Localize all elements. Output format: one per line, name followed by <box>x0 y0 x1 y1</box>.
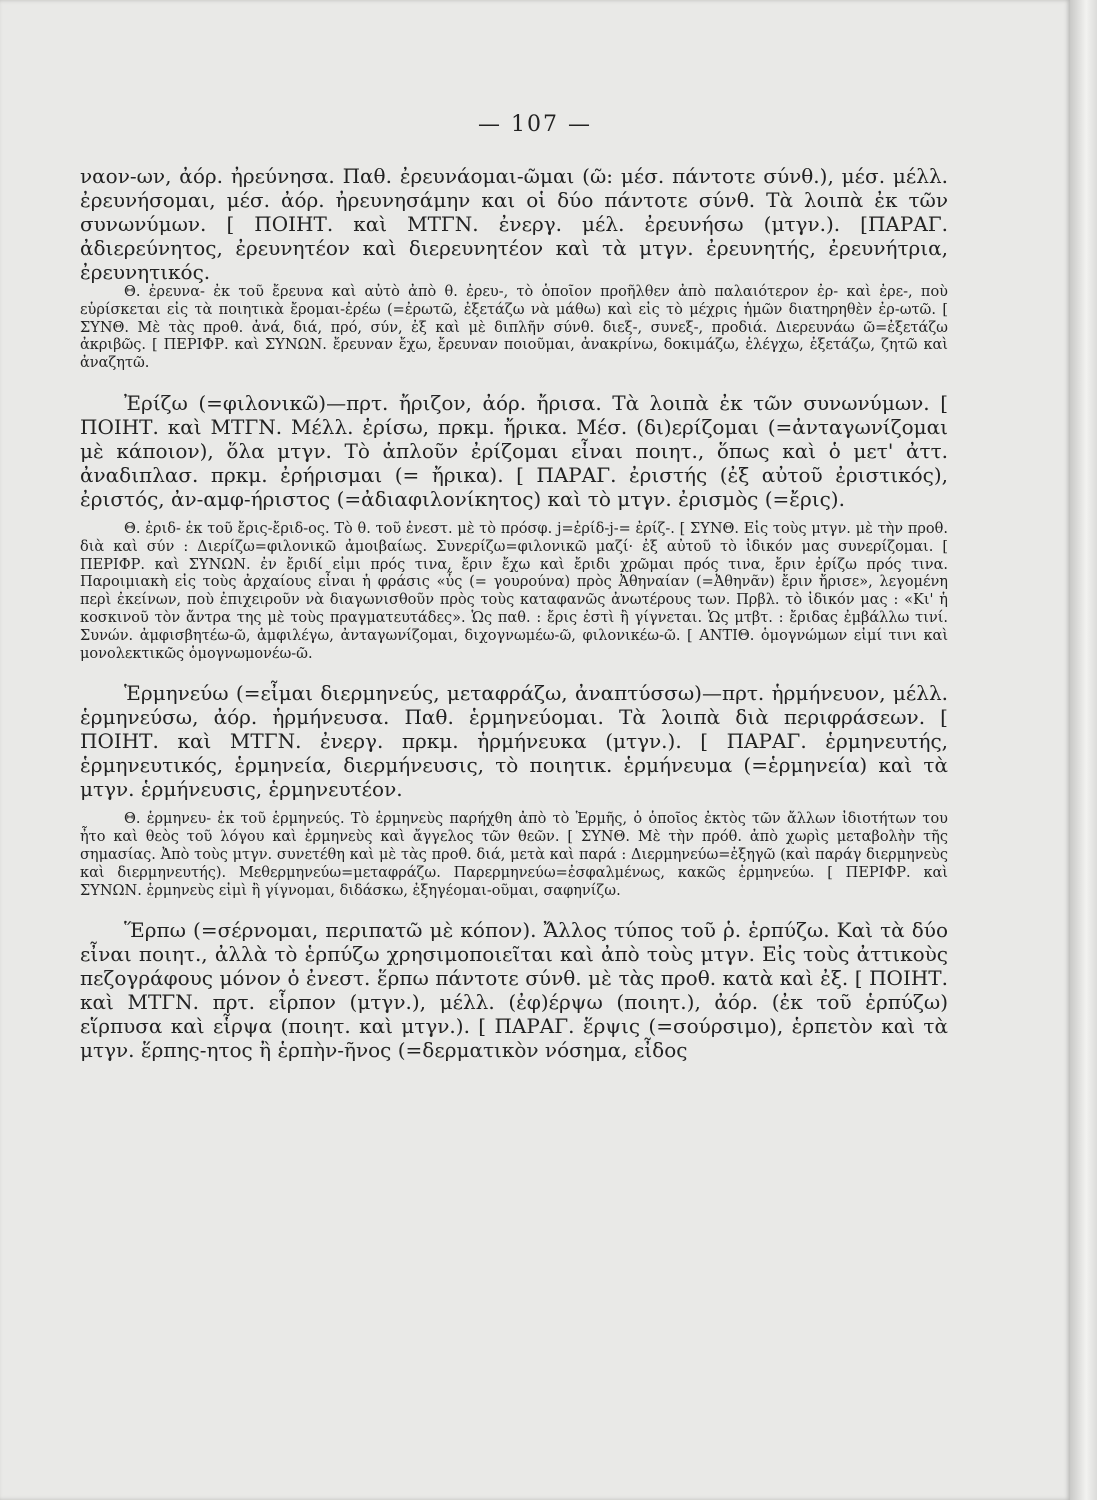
entry-erizo: Ἐρίζω (=φιλονικῶ)—πρτ. ἤριζον, ἀόρ. ἤρισα. Τὰ λοιπὰ ἐκ τῶν συνωνύμων. [ ΠΟΙΗΤ. καὶ ΜΤΓΝ. Μέλλ. ἐρίσω, πρκμ. ἤρικα. Μέσ. (δι)ερίζομαι (=ἀνταγωνίζομαι μὲ κάποιον), ὅλα μτγν. Τὸ ἁπλοῦν ἐρίζομαι εἶναι ποιητ., ὅπως καὶ ὁ μετ' ἀττ. ἀναδιπλασ. πρκμ. ἐρήρισμαι (= ἤρικα). [ ΠΑΡΑΓ. ἐριστής (ἐξ αὐτοῦ ἐριστικός), ἐριστός, ἀν-αμφ-ήριστος (=ἀδιαφιλονίκητος) καὶ τὸ μτγν. ἐρισμὸς (=ἔρις). <box>80 390 948 511</box>
entry-erizo-etymology: Θ. ἐριδ- ἐκ τοῦ ἔρις-ἔριδ-ος. Τὸ θ. τοῦ ἐνεστ. μὲ τὸ πρόσφ. j=ἐρίδ-j-= ἐρίζ-. [ ΣΥΝΘ. Εἰς τοὺς μτγν. μὲ τὴν προθ. διὰ καὶ σύν : Διερίζω=φιλονικῶ ἀμοιβαίως. Συνερίζω=φιλονικῶ μαζί· ἐξ αὐτοῦ τὸ ἰδικόν μας συνερίζομαι. [ ΠΕΡΙΦΡ. καὶ ΣΥΝΩΝ. ἐν ἔριδί εἰμι πρός τινα, ἔριν ἔχω καὶ ἔριδι χρῶμαι πρός τινα, ἔριν ἐρίζω πρός τινα. Παροιμιακὴ εἰς τοὺς ἀρχαίους εἶναι ἡ φράσις «ὗς (= γουρούνα) πρὸς Ἀθηναίαν (=Ἀθηνᾶν) ἔριν ἤρισε», λεγομένη περὶ ἐκείνων, ποὺ ἐπιχειροῦν νὰ διαγωνισθοῦν πρὸς τοὺς καταφανῶς ἀνωτέρους των. Πρβλ. τὸ ἰδικόν μας : «Κι' ἡ κοσκινοῦ τὸν ἄντρα της μὲ τοὺς πραγματευτάδες». Ὡς παθ. : ἔρις ἐστὶ ἢ γίγνεται. Ὡς μτβτ. : ἔριδας ἐμβάλλω τινί. Συνών. ἀμφισβητέω-ῶ, ἀμφιλέγω, ἀνταγωνίζομαι, διχογνωμέω-ῶ, φιλονικέω-ῶ. [ ΑΝΤΙΘ. ὁμογνώμων εἰμί τινι καὶ μονολεκτικῶς ὁμογνωμονέω-ῶ. <box>80 520 948 662</box>
entry-herpo: Ἕρπω (=σέρνομαι, περιπατῶ μὲ κόπον). Ἄλλος τύπος τοῦ ῥ. ἑρπύζω. Καὶ τὰ δύο εἶναι ποιητ., ἀλλὰ τὸ ἑρπύζω χρησιμοποιεῖται καὶ ἀπὸ τοὺς μτγν. Εἰς τοὺς ἀττικοὺς πεζογράφους μόνον ὁ ἐνεστ. ἕρπω πάντοτε σύνθ. μὲ τὰς προθ. κατὰ καὶ ἐξ. [ ΠΟΙΗΤ. καὶ ΜΤΓΝ. πρτ. εἷρπον (μτγν.), μέλλ. (ἐφ)έρψω (ποιητ.), ἀόρ. (ἐκ τοῦ ἑρπύζω) εἵρπυσα καὶ εἷρψα (ποιητ. καὶ μτγν.). [ ΠΑΡΑΓ. ἕρψις (=σούρσιμο), ἑρπετὸν καὶ τὰ μτγν. ἕρπης-ητος ἢ ἑρπὴν-ῆνος (=δερματικὸν νόσημα, εἶδος <box>80 918 948 1063</box>
page-text <box>80 164 948 1062</box>
entry-ereunao-etymology: Θ. ἐρευνα- ἐκ τοῦ ἔρευνα καὶ αὐτὸ ἀπὸ θ. ἐρευ-, τὸ ὁποῖον προῆλθεν ἀπὸ παλαιότερον ἐρ- καὶ ἐρε-, ποὺ εὑρίσκεται εἰς τὰ ποιητικὰ ἔρομαι-ἐρέω (=ἐρωτῶ, ἐξετάζω νὰ μάθω) καὶ εἰς τὸ μέχρις ἡμῶν διατηρηθὲν ἐρ-ωτῶ. [ ΣΥΝΘ. Μὲ τὰς προθ. ἀνά, διά, πρό, σύν, ἐξ καὶ μὲ διπλῆν σύνθ. διεξ-, συνεξ-, προδιά. Διερευνάω ῶ=ἐξετάζω ἀκριβῶς. [ ΠΕΡΙΦΡ. καὶ ΣΥΝΩΝ. ἔρευναν ἔχω, ἔρευναν ποιοῦμαι, ἀνακρίνω, δοκιμάζω, ἐλέγχω, ἐξετάζω, ζητῶ καὶ ἀναζητῶ. <box>80 284 948 372</box>
page-number: — 107 — <box>478 112 592 137</box>
page-edge <box>1070 0 1097 1500</box>
entry-ereunao-continuation: ναον-ων, ἀόρ. ἠρεύνησα. Παθ. ἐρευνάομαι-ῶμαι (ῶ: μέσ. πάντοτε σύνθ.), μέσ. μέλλ. ἐρευνήσομαι, μέσ. ἀόρ. ἠρευνησάμην και οἱ δύο πάντοτε σύνθ. Τὰ λοιπὰ ἐκ τῶν συνωνύμων. [ ΠΟΙΗΤ. καὶ ΜΤΓΝ. ἐνεργ. μέλ. ἐρευνήσω (μτγν.). [ΠΑΡΑΓ. ἀδιερεύνητος, ἐρευνητέον καὶ διερευνητέον καὶ τὰ μτγν. ἐρευνητής, ἐρευνήτρια, ἐρευνητικός. <box>80 164 948 284</box>
entry-hermeneuo-etymology: Θ. ἑρμηνευ- ἐκ τοῦ ἑρμηνεύς. Τὸ ἑρμηνεὺς παρήχθη ἀπὸ τὸ Ἑρμῆς, ὁ ὁποῖος ἐκτὸς τῶν ἄλλων ἰδιοτήτων του ἦτο καὶ θεὸς τοῦ λόγου καὶ ἑρμηνεὺς καὶ ἄγγελος τῶν θεῶν. [ ΣΥΝΘ. Μὲ τὴν πρόθ. ἀπὸ χωρὶς μεταβολὴν τῆς σημασίας. Ἀπὸ τοὺς μτγν. συνετέθη καὶ μὲ τὰς προθ. διά, μετὰ καὶ παρά : Διερμηνεύω=ἐξηγῶ (καὶ παράγ διερμηνεὺς καὶ διερμηνευτής). Μεθερμηνεύω=μεταφράζω. Παρερμηνεύω=ἐσφαλμένως, κακῶς ἑρμηνεύω. [ ΠΕΡΙΦΡ. καὶ ΣΥΝΩΝ. ἑρμηνεὺς εἰμὶ ἢ γίγνομαι, διδάσκω, ἐξηγέομαι-οῦμαι, σαφηνίζω. <box>80 811 948 899</box>
entry-hermeneuo: Ἑρμηνεύω (=εἶμαι διερμηνεύς, μεταφράζω, ἀναπτύσσω)—πρτ. ἡρμήνευον, μέλλ. ἑρμηνεύσω, ἀόρ. ἡρμήνευσα. Παθ. ἑρμηνεύομαι. Τὰ λοιπὰ διὰ περιφράσεων. [ ΠΟΙΗΤ. καὶ ΜΤΓΝ. ἐνεργ. πρκμ. ἡρμήνευκα (μτγν.). [ ΠΑΡΑΓ. ἑρμηνευτής, ἑρμηνευτικός, ἑρμηνεία, διερμήνευσις, τὸ ποιητικ. ἑρμήνευμα (=ἑρμηνεία) καὶ τὰ μτγν. ἑρμήνευσις, ἑρμηνευτέον. <box>80 681 948 802</box>
